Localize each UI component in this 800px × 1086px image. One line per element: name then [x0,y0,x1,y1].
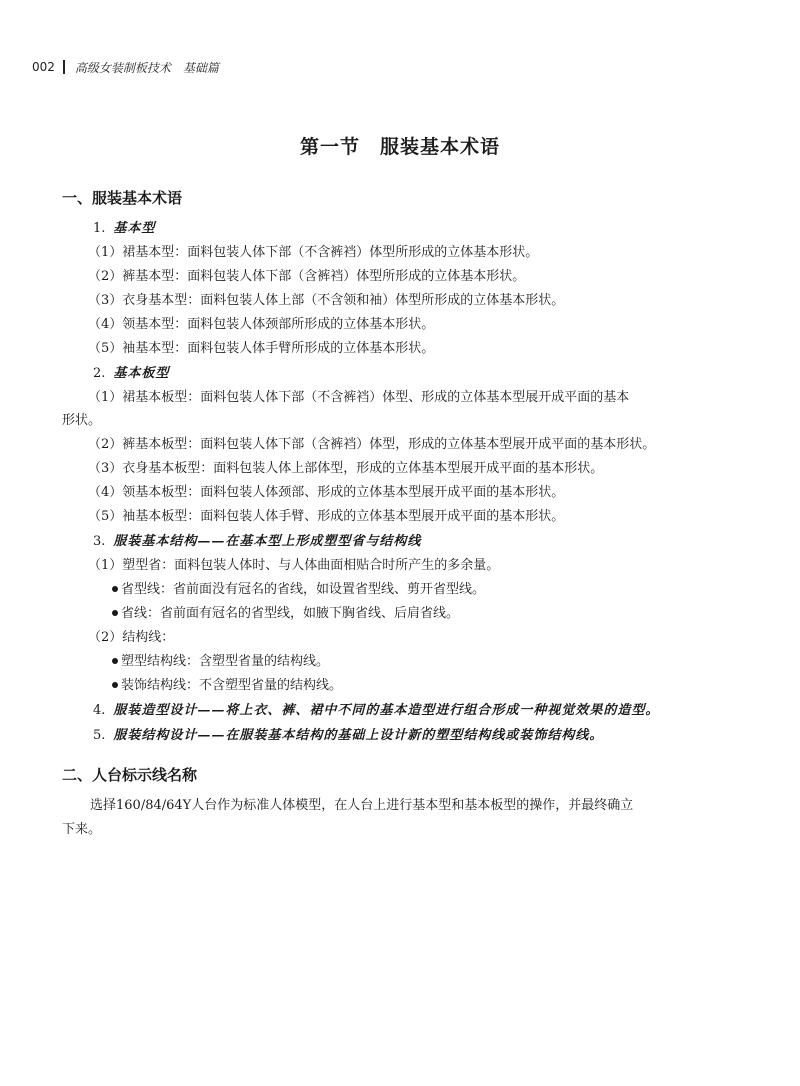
paragraph-line: 下来。 [62,822,102,837]
bullet-text: 塑型结构线：含塑型省量的结构线。 [121,654,330,669]
list-item: （3）衣身基本型：面料包装人体上部（不含领和袖）体型所形成的立体基本形状。 [88,293,565,308]
bullet-item [112,676,342,696]
list-item: （1）裙基本板型：面料包装人体下部（不含裤裆）体型、形成的立体基本型展开成平面的基本 [88,390,630,405]
header-divider [63,60,65,74]
list-item: （5）袖基本板型：面料包装人体手臂、形成的立体基本型展开成平面的基本形状。 [88,509,565,524]
list-item: （1）塑型省：面料包装人体时、与人体曲面相贴合时所产生的多余量。 [88,558,500,573]
subheading-styling-design [93,701,659,721]
subheading-basic-type [93,219,155,239]
list-item: （2）裤基本板型：面料包装人体下部（含裤裆）体型，形成的立体基本型展开成平面的基本形状。 [88,437,656,452]
list-item: （4）领基本板型：面料包装人体颈部、形成的立体基本型展开成平面的基本形状。 [88,485,565,500]
list-item: （5）袖基本型：面料包装人体手臂所形成的立体基本形状。 [88,341,435,356]
subheading-text: 基本板型 [113,366,170,381]
list-item: （2）结构线： [88,630,175,645]
list-item: （4）领基本型：面料包装人体颈部所形成的立体基本形状。 [88,317,435,332]
subheading-basic-structure [93,532,421,552]
section-title: 第一节 服装基本术语 [299,136,500,158]
subheading-number: 5. [93,728,106,743]
bullet-text: 省线：省前面有冠名的省型线，如腋下胸省线、后肩省线。 [121,606,460,621]
page-number: 002 [32,60,55,74]
list-item: （1）裙基本型：面料包装人体下部（不含裤裆）体型所形成的立体基本形状。 [88,245,539,260]
subheading-number: 1. [93,221,106,236]
subheading-number: 4. [93,703,106,718]
list-item-continuation: 形状。 [62,413,102,428]
subheading-text: 服装基本结构——在基本型上形成塑型省与结构线 [113,534,422,549]
subheading-text: 服装造型设计——将上衣、裤、裙中不同的基本造型进行组合形成一种视觉效果的造型。 [113,703,660,718]
bullet-item [112,652,329,672]
bullet-icon [112,682,118,688]
bullet-icon [112,586,118,592]
paragraph-line: 选择160/84/64Y人台作为标准人体模型，在人台上进行基本型和基本板型的操作，并最终确立 [90,798,634,813]
bullet-icon [112,610,118,616]
subheading-number: 3. [93,534,106,549]
subheading-text: 基本型 [113,221,156,236]
running-header [32,58,219,76]
subheading-number: 2. [93,366,106,381]
subheading-structure-design [93,726,603,746]
bullet-text: 装饰结构线：不含塑型省量的结构线。 [121,678,343,693]
bullet-text: 省型线：省前面没有冠名的省线，如设置省型线、剪开省型线。 [121,582,486,597]
heading-basic-terms: 一、服装基本术语 [62,189,183,207]
list-item: （3）衣身基本板型：面料包装人体上部体型，形成的立体基本型展开成平面的基本形状。 [88,461,604,476]
list-item: （2）裤基本型：面料包装人体下部（含裤裆）体型所形成的立体基本形状。 [88,269,526,284]
heading-mannequin-lines: 二、人台标示线名称 [62,766,198,784]
subheading-basic-pattern [93,364,169,384]
subheading-text: 服装结构设计——在服装基本结构的基础上设计新的塑型结构线或装饰结构线。 [113,728,604,743]
book-title: 高级女装制板技术 基础篇 [74,60,219,75]
bullet-icon [112,658,118,664]
bullet-item [112,580,485,600]
bullet-item [112,604,459,624]
